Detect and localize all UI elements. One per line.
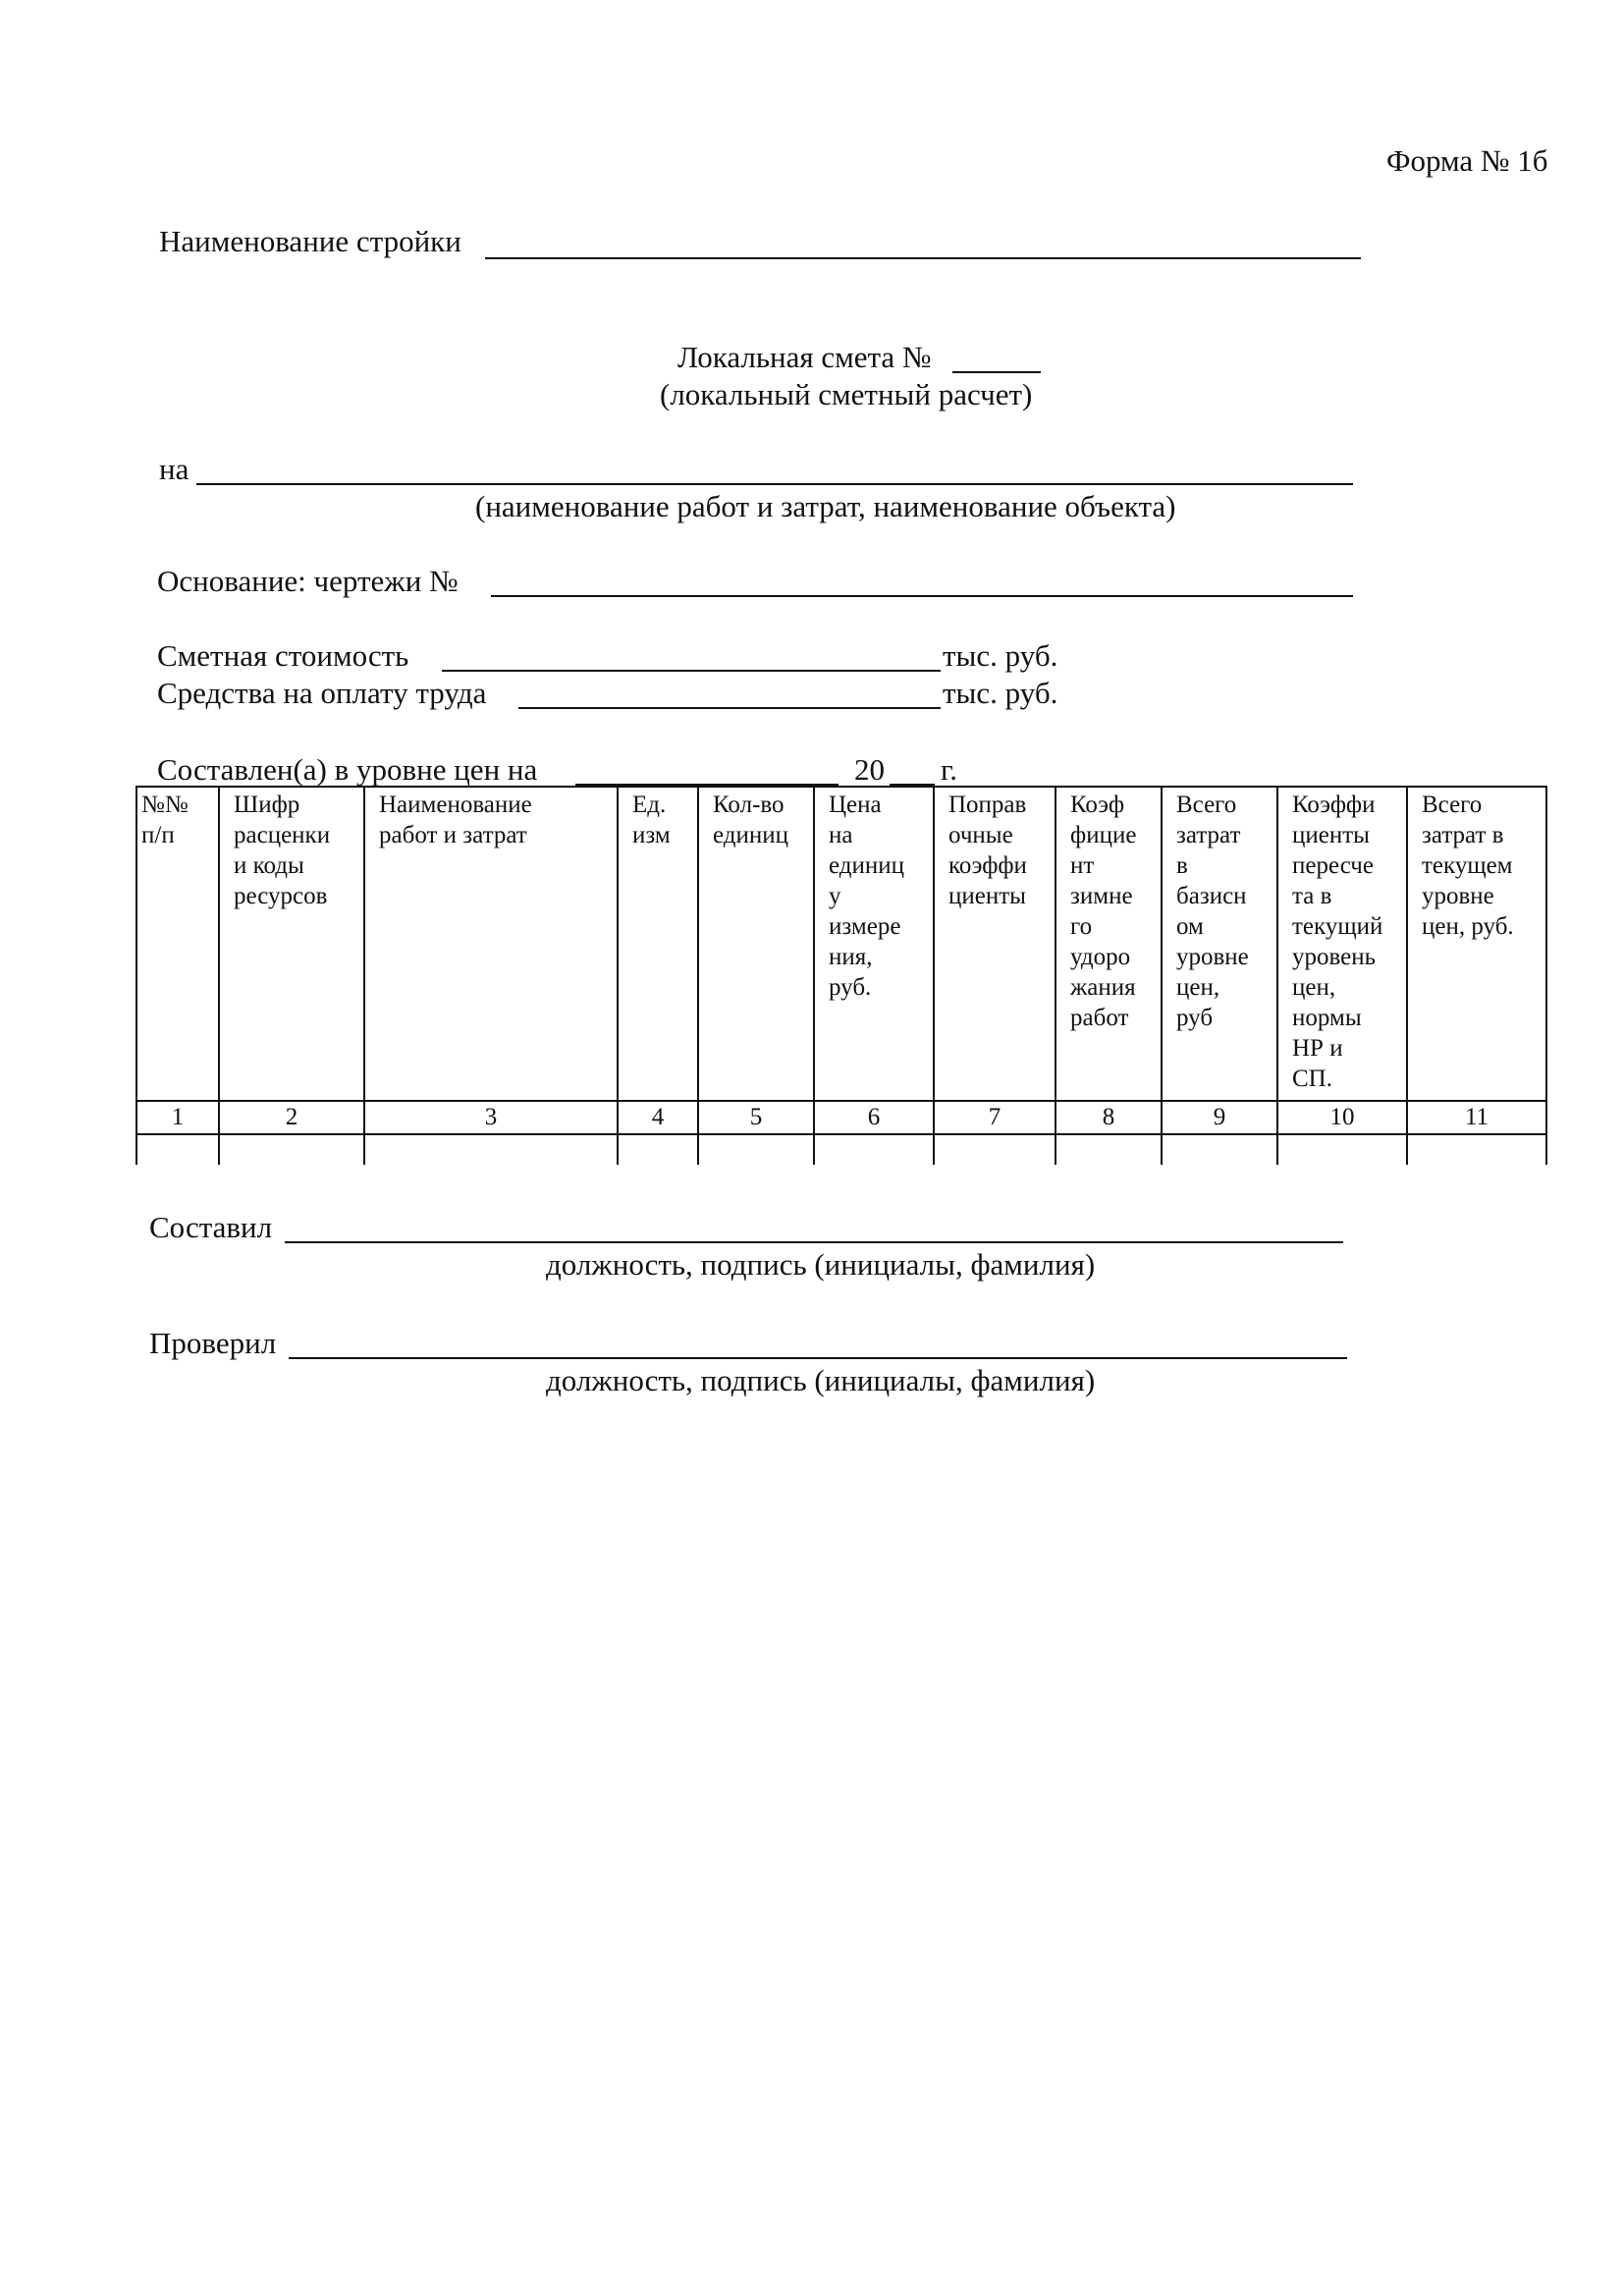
construction-name-line	[485, 257, 1361, 259]
blank-cell	[219, 1134, 364, 1165]
blank-cell	[1056, 1134, 1162, 1165]
header-cell-correction: Поправ очные коэффи циенты	[934, 787, 1056, 1101]
blank-cell	[364, 1134, 618, 1165]
labor-line	[518, 707, 941, 709]
on-caption: (наименование работ и затрат, наименование объекта)	[475, 489, 1176, 523]
blank-cell	[136, 1134, 219, 1165]
column-number-11: 11	[1407, 1101, 1546, 1134]
compiled-signature-line	[285, 1241, 1343, 1243]
column-number-3: 3	[364, 1101, 618, 1134]
header-cell-current-total: Всего затрат в текущем уровне цен, руб.	[1407, 787, 1546, 1101]
column-number-8: 8	[1056, 1101, 1162, 1134]
basis-label: Основание: чертежи №	[157, 564, 459, 598]
header-cell-unit-price: Цена на единиц у измере ния, руб.	[814, 787, 934, 1101]
blank-cell	[618, 1134, 698, 1165]
on-line	[196, 483, 1353, 485]
cost-unit: тыс. руб.	[943, 638, 1058, 673]
construction-label: Наименование стройки	[159, 224, 461, 258]
column-number-7: 7	[934, 1101, 1056, 1134]
header-cell-name: Наименование работ и затрат	[364, 787, 618, 1101]
header-cell-unit: Ед. изм	[618, 787, 698, 1101]
labor-label: Средства на оплату труда	[157, 676, 487, 710]
price-level-suffix: г.	[941, 752, 957, 787]
doc-number-line	[952, 371, 1041, 373]
table-header-row	[136, 787, 1546, 1101]
compiled-label: Составил	[149, 1210, 273, 1244]
compiled-caption: должность, подпись (инициалы, фамилия)	[546, 1247, 1096, 1282]
price-level-label: Составлен(а) в уровне цен на	[157, 752, 538, 787]
column-number-1: 1	[136, 1101, 219, 1134]
cost-label: Сметная стоимость	[157, 638, 409, 673]
header-cell-number: №№ п/п	[136, 787, 219, 1101]
price-level-year: 20	[854, 752, 885, 787]
blank-cell	[814, 1134, 934, 1165]
header-cell-base-total: Всего затрат в базисн ом уровне цен, руб	[1162, 787, 1277, 1101]
on-label: на	[159, 452, 189, 486]
column-number-4: 4	[618, 1101, 698, 1134]
header-cell-code: Шифр расценки и коды ресурсов	[219, 787, 364, 1101]
doc-title: Локальная смета №	[677, 340, 932, 374]
header-cell-winter: Коэф фицие нт зимне го удоро жания работ	[1056, 787, 1162, 1101]
doc-subtitle: (локальный сметный расчет)	[660, 377, 1033, 411]
blank-cell	[1162, 1134, 1277, 1165]
blank-cell	[934, 1134, 1056, 1165]
blank-cell	[1407, 1134, 1546, 1165]
table-number-row	[136, 1101, 1546, 1134]
header-cell-recalc: Коэффи циенты пересче та в текущий уровень цен, нормы НР и СП.	[1277, 787, 1407, 1101]
basis-line	[491, 595, 1353, 597]
column-number-9: 9	[1162, 1101, 1277, 1134]
labor-unit: тыс. руб.	[943, 676, 1058, 710]
column-number-2: 2	[219, 1101, 364, 1134]
estimate-table	[135, 786, 1547, 1165]
column-number-5: 5	[698, 1101, 814, 1134]
header-cell-quantity: Кол-во единиц	[698, 787, 814, 1101]
cost-line	[442, 670, 941, 672]
column-number-6: 6	[814, 1101, 934, 1134]
form-number: Форма № 1б	[1386, 143, 1548, 178]
column-number-10: 10	[1277, 1101, 1407, 1134]
checked-signature-line	[289, 1357, 1347, 1359]
checked-label: Проверил	[149, 1326, 277, 1360]
checked-caption: должность, подпись (инициалы, фамилия)	[546, 1363, 1096, 1397]
blank-cell	[698, 1134, 814, 1165]
blank-cell	[1277, 1134, 1407, 1165]
table-blank-row	[136, 1134, 1546, 1165]
